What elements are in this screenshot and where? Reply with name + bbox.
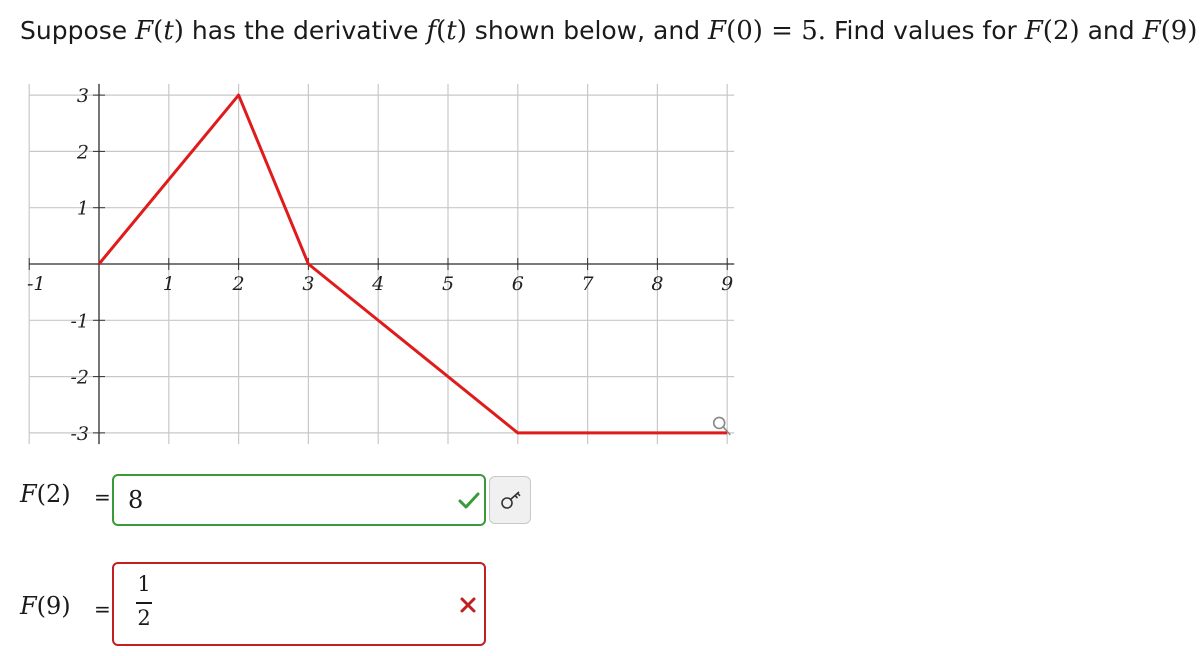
equals-sign: = [94,597,111,621]
derivative-graph [0,70,760,450]
fraction-bar [136,602,152,604]
x-tick-label: 4 [372,273,385,295]
x-tick-label: 3 [302,273,315,295]
equals-sign: = [94,485,111,509]
answer-input-f9[interactable] [112,562,486,646]
y-tick-label: -1 [70,310,89,333]
check-icon [458,492,480,510]
x-icon [460,597,476,613]
x-tick-label: 5 [441,273,455,295]
answer-label-f2: F(2) [20,480,71,508]
answer-input-f2[interactable] [112,474,486,526]
x-tick-label: -1 [26,273,46,295]
question-text: Suppose F(t) has the derivative f(t) shown below, and F(0) = 5. Find values for F(2) and F(9) [20,16,1198,46]
x-tick-label: 9 [721,273,734,295]
x-tick-label: 1 [162,273,175,295]
x-tick-label: 8 [651,273,664,295]
y-tick-label: 2 [76,141,89,164]
fraction-numerator: 1 [137,572,151,596]
y-tick-label: 1 [76,197,89,220]
x-tick-label: 7 [581,273,594,295]
x-tick-label: 6 [511,273,524,295]
answer-value-f2: 8 [128,486,144,514]
fraction-denominator: 2 [137,606,151,630]
x-tick-label: 2 [232,273,245,295]
answer-label-f9: F(9) [20,592,71,620]
y-tick-label: -3 [70,422,89,445]
movable-point-icon [714,417,725,428]
y-tick-label: 3 [76,85,89,108]
y-tick-label: -2 [70,366,89,389]
key-button[interactable] [489,476,531,524]
key-icon [500,489,522,511]
